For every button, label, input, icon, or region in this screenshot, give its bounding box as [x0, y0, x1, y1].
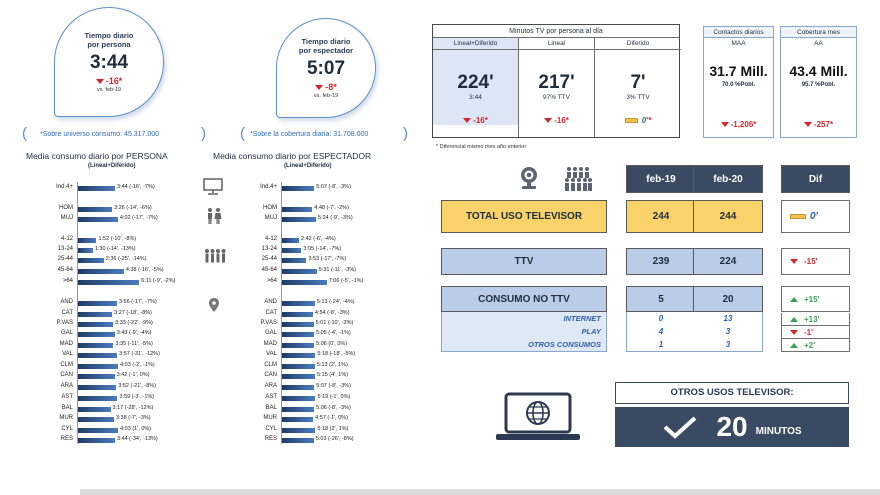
bar-data-label: 3:57 (-31', -12%): [119, 351, 160, 357]
universe-persona-text: *Sobre universo consumo: 45.317.000: [40, 131, 160, 138]
bar: [282, 312, 313, 317]
kpi-persona-bubble: [54, 7, 164, 117]
bar: [78, 438, 115, 443]
bar-data-label: 3:59 (-3', -1%): [119, 394, 155, 400]
row-ttv-dif: [781, 248, 850, 275]
bar-category-label: 45-64: [57, 267, 73, 273]
contactos-diff: -1,206*: [704, 120, 773, 129]
bar-category-label: Ind.4+: [56, 184, 73, 190]
cobertura-title: Cobertura mes: [781, 27, 856, 38]
sec-persona-sub: (Lineal+Diferido): [88, 163, 136, 169]
bar-data-label: 3:17 (-28', -12%): [112, 405, 154, 411]
col-value: 224': [457, 72, 494, 93]
bar: [78, 207, 112, 212]
bar-data-label: 2:36 (-25', -14%): [105, 256, 147, 262]
bar-category-label: MAD: [263, 341, 277, 347]
bar-category-label: 25-44: [57, 256, 73, 262]
bar-data-label: 4:02 (-17', -7%): [119, 215, 158, 221]
bar: [282, 364, 315, 369]
bar: [78, 322, 113, 327]
col-sub: 97% TTV: [543, 94, 570, 101]
bar: [78, 364, 118, 369]
contactos-sub: MAA: [731, 40, 746, 47]
webcam-icon: [518, 166, 540, 190]
sec-persona-title: Media consumo diario por PERSONA: [26, 151, 168, 161]
bar: [78, 332, 115, 337]
bar-data-label: 1:52 (-10', -8%): [98, 236, 137, 242]
bar: [78, 238, 96, 243]
bar: [282, 438, 314, 443]
bar-category-label: CYL: [61, 426, 73, 432]
col-value: 7': [630, 72, 646, 93]
otros-usos-title: OTROS USOS TELEVISOR:: [615, 382, 849, 404]
subrow-internet-dif: [781, 313, 850, 326]
contactos-pct: 70.0 %Pobl.: [721, 82, 756, 88]
kpi-persona-diff-value: -16: [105, 76, 119, 86]
down-arrow-icon: [790, 259, 798, 264]
subrow-play-v1: 4: [658, 327, 664, 336]
bar-category-label: CLM: [60, 362, 73, 368]
minutos-diff-row: [432, 104, 680, 138]
bar-data-label: 5:13 (2', 1%): [316, 362, 348, 368]
col-header: Lineal+Diferido: [433, 38, 518, 50]
bar-category-label: 4-12: [60, 236, 73, 242]
kpi-espectador-value: 5:07: [306, 58, 346, 79]
bar: [78, 217, 118, 222]
bar-category-label: AST: [265, 394, 277, 400]
bar-data-label: 3:56 (-17', -7%): [118, 299, 157, 305]
bar-data-label: 3:53 (-17', -7%): [308, 256, 347, 262]
bar-category-label: 45-64: [261, 267, 277, 273]
header-feb19: feb-19: [626, 165, 696, 193]
bracket-left: (: [240, 125, 245, 142]
col-value: 217': [538, 72, 575, 93]
bar-category-label: CAT: [61, 310, 73, 316]
row-total-dif: [781, 200, 850, 233]
bar: [282, 343, 314, 348]
bar: [78, 407, 111, 412]
row-total-dif-value: 0': [810, 211, 818, 222]
bar: [282, 238, 299, 243]
row-nottv-v2: 20: [693, 286, 763, 312]
bar: [78, 280, 139, 285]
subrow-otros-label: OTROS CONSUMOS: [528, 340, 601, 349]
kpi-persona-vs: vs. feb-19: [96, 87, 122, 93]
row-ttv-dif-value: -15': [804, 257, 818, 266]
bar-data-label: 3:35 (-11', -5%): [115, 341, 153, 347]
bar-category-label: BAL: [265, 405, 277, 411]
neutral-bar-icon: [790, 214, 806, 219]
up-arrow-icon: [790, 343, 798, 348]
bar-data-label: 3:44 (-34', -13%): [116, 436, 158, 442]
kpi-espectador-bubble: [276, 18, 376, 118]
bar-data-label: 5:03 (-26', -8%): [315, 436, 354, 442]
bar: [78, 396, 117, 401]
bar-data-label: 4:38 (-16', -5%): [125, 267, 164, 273]
bar: [282, 407, 314, 412]
bar-data-label: 2:42 (-6', -4%): [301, 236, 336, 242]
subrow-play-dif: [781, 326, 850, 339]
bar: [282, 353, 315, 358]
subrow-otros-v2: 3: [725, 340, 731, 349]
bar-data-label: 3:52 (-21', -8%): [118, 383, 156, 389]
row-nottv-label: CONSUMO NO TTV: [441, 286, 607, 312]
bar-data-label: 3:33 (-22', -9%): [115, 320, 153, 326]
bar-category-label: 13-24: [57, 246, 73, 252]
otros-usos-box: [615, 407, 849, 447]
bar-category-label: VAL: [62, 351, 73, 357]
bar-category-label: MAD: [59, 341, 73, 347]
bar-category-label: Ind.4+: [260, 184, 277, 190]
kpi-espectador-vs: vs. feb-19: [313, 93, 339, 99]
subrow-otros-dif: [781, 339, 850, 352]
laptop-globe-icon: [494, 392, 582, 442]
bar-data-label: 5:07 (-8', -3%): [316, 184, 351, 190]
diff-diferido: 0' *: [595, 104, 681, 137]
bar-category-label: ARA: [264, 383, 277, 389]
bar: [282, 186, 314, 191]
down-arrow-icon: [544, 118, 552, 123]
bar-category-label: CAT: [265, 310, 277, 316]
bar: [282, 280, 327, 285]
subrow-otros-dif-value: +2': [804, 340, 816, 350]
bar: [78, 312, 112, 317]
subrow-internet-v1: 0: [658, 314, 664, 323]
bar-category-label: VAL: [266, 351, 277, 357]
bar-data-label: 3:26 (-14', -6%): [113, 205, 152, 211]
bar-data-label: 4:54 (-8', -3%): [314, 310, 350, 316]
bar-category-label: GAL: [60, 330, 73, 336]
bar: [282, 301, 315, 306]
kpi-espectador-diff: -8*: [315, 82, 337, 92]
bracket-right: ): [201, 125, 206, 142]
bar: [282, 396, 315, 401]
row-total-label: TOTAL USO TELEVISOR: [441, 200, 607, 233]
audience-icon: [563, 166, 593, 192]
kpi-espectador-title2: por espectador: [298, 46, 354, 55]
contactos-diff-value: -1,206: [730, 120, 754, 129]
bar-category-label: AST: [61, 394, 73, 400]
row-total-v2: 244: [693, 200, 763, 233]
down-arrow-icon: [315, 85, 323, 90]
kpi-persona-title1: Tiempo diario: [84, 31, 134, 40]
kpi-espectador-title1: Tiempo diario: [301, 37, 351, 46]
diff-value: -16: [473, 116, 485, 125]
bar-category-label: ARA: [60, 383, 73, 389]
cobertura-diff-value: -257: [813, 120, 830, 129]
bar-category-label: CAN: [264, 372, 277, 378]
col-header: Diferido: [595, 38, 681, 50]
col-header: Lineal: [519, 38, 594, 50]
bar-data-label: 5:15 (4', 1%): [317, 372, 349, 378]
bar: [78, 353, 117, 358]
bar-data-label: 5:19 (-1', 0%): [317, 394, 351, 400]
down-arrow-icon: [463, 118, 471, 123]
row-total-v1: 244: [626, 200, 696, 233]
diff-lineal-diferido: -16 *: [433, 104, 519, 137]
bar-data-label: 3:42 (-1', 0%): [116, 372, 150, 378]
bar-category-label: 4-12: [264, 236, 277, 242]
contactos-title: Contactos diarios: [704, 27, 773, 38]
bar-category-label: AND: [60, 299, 73, 305]
location-pin-icon: [209, 298, 219, 312]
bar-data-label: 5:06 (0', 0%): [316, 341, 348, 347]
subrow-internet-label: INTERNET: [563, 314, 601, 323]
bar-category-label: GAL: [264, 330, 277, 336]
bar: [282, 217, 316, 222]
bar: [78, 269, 124, 274]
kpi-espectador-diff-value: -8: [325, 82, 334, 92]
bracket-left: (: [22, 125, 27, 142]
bar-category-label: MUR: [263, 415, 277, 421]
down-arrow-icon: [804, 122, 812, 127]
row-ttv-v2: 224: [693, 248, 763, 275]
up-arrow-icon: [790, 297, 798, 302]
subrow-internet-dif-value: +13': [804, 314, 820, 324]
bar-category-label: RES: [60, 436, 73, 442]
bar-data-label: 5:13 (-24', -4%): [316, 299, 355, 305]
diff-lineal: -16 *: [519, 104, 595, 137]
bar-data-label: 4:48 (-7', -2%): [314, 205, 349, 211]
kpi-persona-value: 3:44: [89, 52, 129, 73]
bar-data-label: 5:07 (-8', -3%): [316, 383, 351, 389]
bar-data-label: 5:05 (-4', -1%): [316, 330, 351, 336]
bar: [282, 417, 313, 422]
minutos-tv-title: Minutos TV por persona al día: [433, 26, 679, 38]
checkmark-icon: [662, 415, 698, 439]
bar-category-label: MUJ: [60, 215, 73, 221]
bar-data-label: 5:18 (-18', -5%): [317, 351, 356, 357]
bar-category-label: CYL: [265, 426, 277, 432]
subrow-play-label: PLAY: [581, 327, 601, 336]
bar-data-label: 4:57 (-1', 0%): [315, 415, 349, 421]
row-nottv-dif: [781, 286, 850, 312]
bar-category-label: HOM: [263, 205, 277, 211]
bar-data-label: 5:31 (-11', -3%): [318, 267, 357, 273]
subrow-play-v2: 3: [725, 327, 731, 336]
sec-espectador-title: Media consumo diario por ESPECTADOR: [213, 151, 372, 161]
minutos-footnote: * Diferencial mismo mes año anterior: [436, 144, 527, 150]
bar: [78, 417, 114, 422]
bar: [282, 322, 314, 327]
bar-category-label: P.VAS: [260, 320, 277, 326]
universe-espectador-text: *Sobre la cobertura diaria: 31.708.000: [250, 131, 369, 138]
bar: [282, 269, 317, 274]
bar-data-label: 3:05 (-14', -7%): [303, 246, 342, 252]
row-nottv-v1: 5: [626, 286, 696, 312]
bar-data-label: 5:06 (-8', -3%): [316, 405, 351, 411]
bar-data-label: 4:03 (-2', -1%): [120, 362, 155, 368]
bar-data-label: 4:03 (1', 0%): [120, 426, 152, 432]
down-arrow-icon: [96, 79, 104, 84]
subrow-otros-v1: 1: [658, 340, 664, 349]
otros-usos-value: 20: [716, 411, 748, 442]
bar: [282, 374, 315, 379]
bar-data-label: 7:06 (-5', -1%): [328, 278, 364, 284]
bar-category-label: MUR: [59, 415, 73, 421]
bar-category-label: 25-44: [261, 256, 277, 262]
kpi-persona-diff: -16*: [96, 76, 123, 86]
bar-category-label: MUJ: [264, 215, 277, 221]
row-ttv-label: TTV: [441, 248, 607, 275]
neutral-bar-icon: [625, 118, 638, 123]
row-nottv-dif-value: +15': [804, 294, 820, 304]
diff-value: 0': [641, 116, 649, 125]
gender-icon: [205, 207, 223, 225]
bar: [78, 301, 117, 306]
bracket-right: ): [403, 125, 408, 142]
bottom-strip: [80, 489, 880, 495]
bar-category-label: 13-24: [261, 246, 277, 252]
bar-category-label: HOM: [59, 205, 73, 211]
bar: [78, 258, 104, 263]
diff-value: -16: [554, 116, 566, 125]
bar-data-label: 3:44 (-16', -7%): [116, 184, 155, 190]
bar: [78, 374, 115, 379]
bar-data-label: 3:27 (-18', -8%): [114, 310, 152, 316]
bar: [282, 428, 315, 433]
bar-category-label: AND: [264, 299, 277, 305]
cobertura-pct: 95.7 %Pobl.: [801, 82, 836, 88]
bar-data-label: 3:43 (-9', -4%): [116, 330, 152, 336]
cobertura-box: [780, 26, 857, 138]
kpi-persona-title2: por persona: [87, 40, 131, 49]
bar-category-label: P.VAS: [56, 320, 73, 326]
bar: [78, 343, 113, 348]
col-sub: 3% TTV: [626, 94, 650, 101]
down-arrow-icon: [790, 330, 798, 335]
col-sub: 3:44: [469, 94, 482, 101]
sec-espectador-sub: (Lineal+Diferido): [284, 163, 332, 169]
bar-data-label: 1:30 (-14', -13%): [94, 246, 136, 252]
bar-data-label: 5:01 (-10', -3%): [315, 320, 354, 326]
bar-data-label: 5:24 (-9', -3%): [318, 215, 353, 221]
subrow-internet-v2: 13: [723, 314, 733, 323]
otros-usos-unit: MINUTOS: [755, 425, 802, 437]
contactos-value: 31.7 Mill.: [709, 63, 768, 79]
cobertura-sub: AA: [814, 40, 823, 47]
bar-data-label: 3:38 (-7', -3%): [115, 415, 151, 421]
bar-data-label: 6:11 (-9', -2%): [141, 278, 176, 284]
cobertura-value: 43.4 Mill.: [789, 63, 848, 79]
bar-data-label: 5:18 (2', 1%): [317, 426, 349, 432]
bar: [282, 332, 314, 337]
down-arrow-icon: [721, 122, 729, 127]
bar: [78, 428, 118, 433]
contactos-box: [703, 26, 774, 138]
bar-category-label: >64: [266, 278, 277, 284]
bar-category-label: CLM: [264, 362, 277, 368]
bar: [282, 248, 301, 253]
header-feb20: feb-20: [693, 165, 763, 193]
cobertura-diff: -257*: [781, 120, 856, 129]
row-ttv-v1: 239: [626, 248, 696, 275]
bar: [78, 186, 115, 191]
up-arrow-icon: [790, 317, 798, 322]
bar: [282, 207, 312, 212]
tv-icon: [203, 178, 223, 196]
bar-category-label: CAN: [60, 372, 73, 378]
bar: [282, 385, 314, 390]
bar: [78, 385, 116, 390]
bar-category-label: RES: [264, 436, 277, 442]
bar-category-label: >64: [62, 278, 73, 284]
bar: [78, 248, 93, 253]
bar-category-label: BAL: [61, 405, 73, 411]
header-dif: Dif: [781, 165, 850, 193]
family-icon: [204, 248, 226, 264]
subrow-play-dif-value: -1': [804, 327, 814, 337]
bar: [282, 258, 306, 263]
